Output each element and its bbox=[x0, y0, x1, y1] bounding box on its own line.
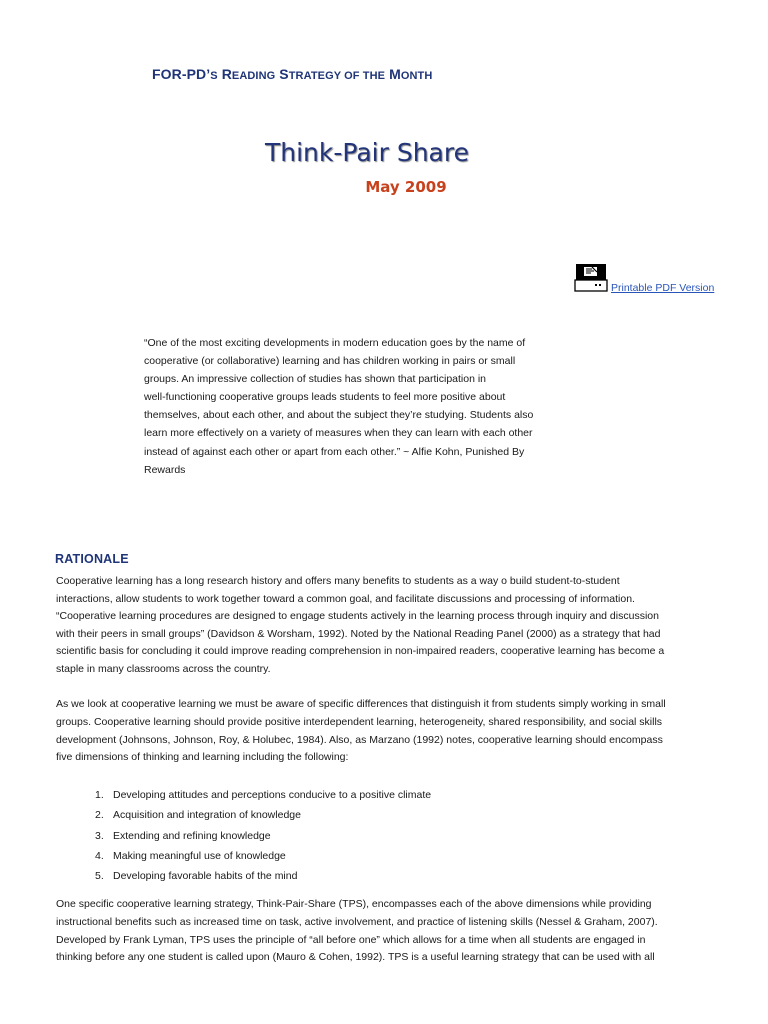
publication-date: May 2009 bbox=[365, 178, 447, 196]
rationale-heading: RATIONALE bbox=[55, 552, 129, 566]
list-item-text: Extending and refining knowledge bbox=[113, 829, 271, 842]
list-item bbox=[95, 827, 431, 847]
list-item-text: Acquisition and integration of knowledge bbox=[113, 809, 301, 822]
list-number: 2. bbox=[95, 809, 104, 822]
quote-line: “One of the most exciting developments in modern education goes by the name of bbox=[144, 337, 526, 349]
page-title: Think-Pair Share bbox=[265, 138, 469, 167]
header-apostrophe: ’ bbox=[206, 66, 211, 82]
paragraph-line: development (Johnsons, Johnson, Roy, & Holubec, 1984). Also, as Marzano (1992) notes, cooperative learning should encompass bbox=[56, 733, 663, 746]
list-number: 1. bbox=[95, 789, 104, 801]
list-item bbox=[95, 847, 431, 867]
list-number: 3. bbox=[95, 829, 104, 842]
quote-line: groups. An impressive collection of studies has shown that participation in bbox=[144, 373, 487, 386]
quote-line: instead of against each other or apart from each other.” ~ Alfie Kohn, Punished By bbox=[144, 445, 525, 458]
paragraph-line: Developed by Frank Lyman, TPS uses the principle of “all before one” which allows for a time when all students are engaged in bbox=[56, 933, 646, 946]
header-onth: ONTH bbox=[400, 70, 433, 82]
list-number: 5. bbox=[95, 870, 104, 883]
dimensions-list bbox=[95, 786, 431, 887]
paragraph-line: five dimensions of thinking and learning including the following: bbox=[56, 751, 349, 764]
paragraph-line: thinking before any one student is called upon (Mauro & Cohen, 1992). TPS is a useful learning strategy that can be used with all bbox=[56, 951, 655, 964]
header-trategy: TRATEGY OF THE bbox=[288, 70, 386, 82]
paragraph-line: with their peers in small groups” (Davidson & Worsham, 1992). Noted by the National Reading Panel (2000) as a strategy that had bbox=[56, 627, 661, 640]
alfie-kohn-quote bbox=[144, 334, 564, 479]
list-item bbox=[95, 806, 431, 826]
paragraph-line: groups. Cooperative learning should provide positive interdependent learning, heterogeneity, shared responsibility, and social skills bbox=[56, 715, 663, 728]
rationale-paragraph-3 bbox=[56, 896, 658, 967]
paragraph-line: “Cooperative learning procedures are designed to engage students actively in the learning process through inquiry and discussion bbox=[56, 610, 659, 623]
list-number: 4. bbox=[95, 849, 104, 862]
printable-pdf-link[interactable]: Printable PDF Version bbox=[611, 282, 715, 294]
quote-line: learn more effectively on a variety of measures when they can learn with each other bbox=[144, 427, 533, 440]
quote-line: themselves, about each other, and about the subject they’re studying. Students also bbox=[144, 409, 534, 422]
printer-icon[interactable] bbox=[574, 263, 608, 293]
paragraph-line: instructional benefits such as increased time on task, active involvement, and practice of listening skills (Nessel & Graham, 2007). bbox=[56, 915, 658, 928]
rationale-paragraph-2 bbox=[56, 696, 666, 767]
paragraph-line: Cooperative learning has a long research history and offers many benefits to students as a way o build student-to-student bbox=[56, 575, 620, 587]
list-item-text: Developing attitudes and perceptions conducive to a positive climate bbox=[113, 789, 432, 801]
list-item bbox=[95, 786, 431, 806]
paragraph-line: One specific cooperative learning strategy, Think-Pair-Share (TPS), encompasses each of the above dimensions while providing bbox=[56, 898, 652, 910]
header-s: S bbox=[210, 70, 218, 82]
quote-line: Rewards bbox=[144, 463, 186, 476]
quote-line: well-functioning cooperative groups leads students to feel more positive about bbox=[144, 391, 506, 404]
paragraph-line: staple in many classrooms across the country. bbox=[56, 662, 271, 675]
list-item-text: Developing favorable habits of the mind bbox=[113, 870, 298, 883]
rationale-paragraph-1 bbox=[56, 573, 664, 679]
paragraph-line: scientific basis for concluding it could improve reading comprehension in non-impaired readers, cooperative learning has become a bbox=[56, 645, 665, 658]
list-item bbox=[95, 867, 431, 887]
header-eading: EADING bbox=[231, 70, 276, 82]
quote-line: cooperative (or collaborative) learning and has children working in pairs or small bbox=[144, 355, 516, 368]
header-org: FOR-PD bbox=[152, 66, 207, 82]
page-header: FOR-PD’S READING STRATEGY OF THE MONTH bbox=[152, 66, 433, 82]
paragraph-line: interactions, allow students to work together toward a common goal, and facilitate discussions and processing of information. bbox=[56, 592, 635, 605]
paragraph-line: As we look at cooperative learning we must be aware of specific differences that distinguish it from students simply working in small bbox=[56, 698, 666, 710]
list-item-text: Making meaningful use of knowledge bbox=[113, 849, 286, 862]
